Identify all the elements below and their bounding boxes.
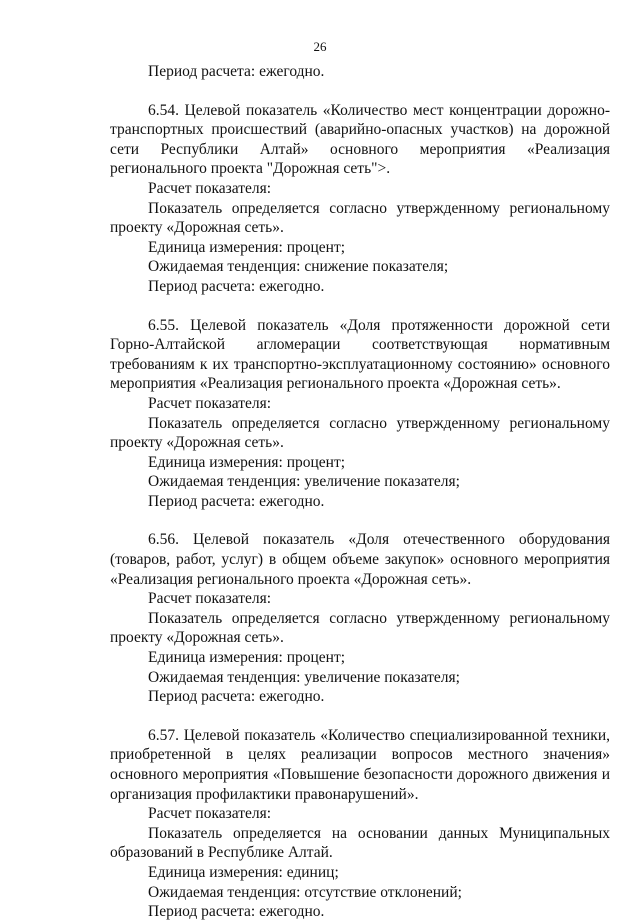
calc-label: Расчет показателя:	[148, 805, 272, 823]
trend-line: Ожидаемая тенденция: увеличение показателя;	[148, 668, 460, 686]
unit-line: Единица измерения: процент;	[148, 649, 346, 667]
unit-line: Единица измерения: единиц;	[148, 863, 339, 881]
document-body	[110, 62, 610, 922]
section-6-55	[110, 316, 610, 512]
section-title: 6.55. Целевой показатель «Доля протяженности дорожной сети Горно-Алтайской агломерации соответствующая нормативным требованиям к их транспортно-эксплуатационному состоянию» основного мероприятия «Реализация регионального проекта «Дорожная сеть».	[110, 316, 610, 393]
section-6-57	[110, 726, 610, 922]
trend-line: Ожидаемая тенденция: снижение показателя;	[148, 258, 449, 276]
period-line: Период расчета: ежегодно.	[148, 903, 325, 921]
unit-line: Единица измерения: процент;	[148, 238, 346, 256]
period-line: Период расчета: ежегодно.	[148, 688, 325, 706]
calc-text: Показатель определяется согласно утвержденному региональному проекту «Дорожная сеть».	[110, 609, 610, 647]
calc-text: Показатель определяется согласно утвержденному региональному проекту «Дорожная сеть».	[110, 199, 610, 237]
section-6-54	[110, 101, 610, 297]
calc-text: Показатель определяется на основании данных Муниципальных образований в Республике Алтай.	[110, 824, 610, 862]
trend-line: Ожидаемая тенденция: отсутствие отклонений;	[148, 883, 462, 901]
section-title: 6.57. Целевой показатель «Количество специализированной техники, приобретенной в целях реализации вопросов местного значения» основного мероприятия «Повышение безопасности дорожного движения и организация профилактики правонарушений».	[110, 726, 610, 803]
unit-line: Единица измерения: процент;	[148, 453, 346, 471]
calc-label: Расчет показателя:	[148, 590, 272, 608]
section-title: 6.54. Целевой показатель «Количество мест концентрации дорожно-транспортных происшествий (аварийно-опасных участков) на дорожной сети Республики Алтай» основного мероприятия «Реализация регионального проекта "Дорожная сеть">.	[110, 101, 610, 178]
trend-line: Ожидаемая тенденция: увеличение показателя;	[148, 473, 460, 491]
intro-line: Период расчета: ежегодно.	[148, 63, 325, 80]
calc-label: Расчет показателя:	[148, 394, 272, 412]
period-line: Период расчета: ежегодно.	[148, 277, 325, 295]
period-line: Период расчета: ежегодно.	[148, 492, 325, 510]
calc-label: Расчет показателя:	[148, 179, 272, 197]
section-6-56	[110, 530, 610, 706]
page-number: 26	[313, 39, 327, 54]
section-title: 6.56. Целевой показатель «Доля отечественного оборудования (товаров, работ, услуг) в общем объеме закупок» основного мероприятия «Реализация регионального проекта «Дорожная сеть».	[110, 531, 610, 588]
calc-text: Показатель определяется согласно утвержденному региональному проекту «Дорожная сеть».	[110, 414, 610, 452]
